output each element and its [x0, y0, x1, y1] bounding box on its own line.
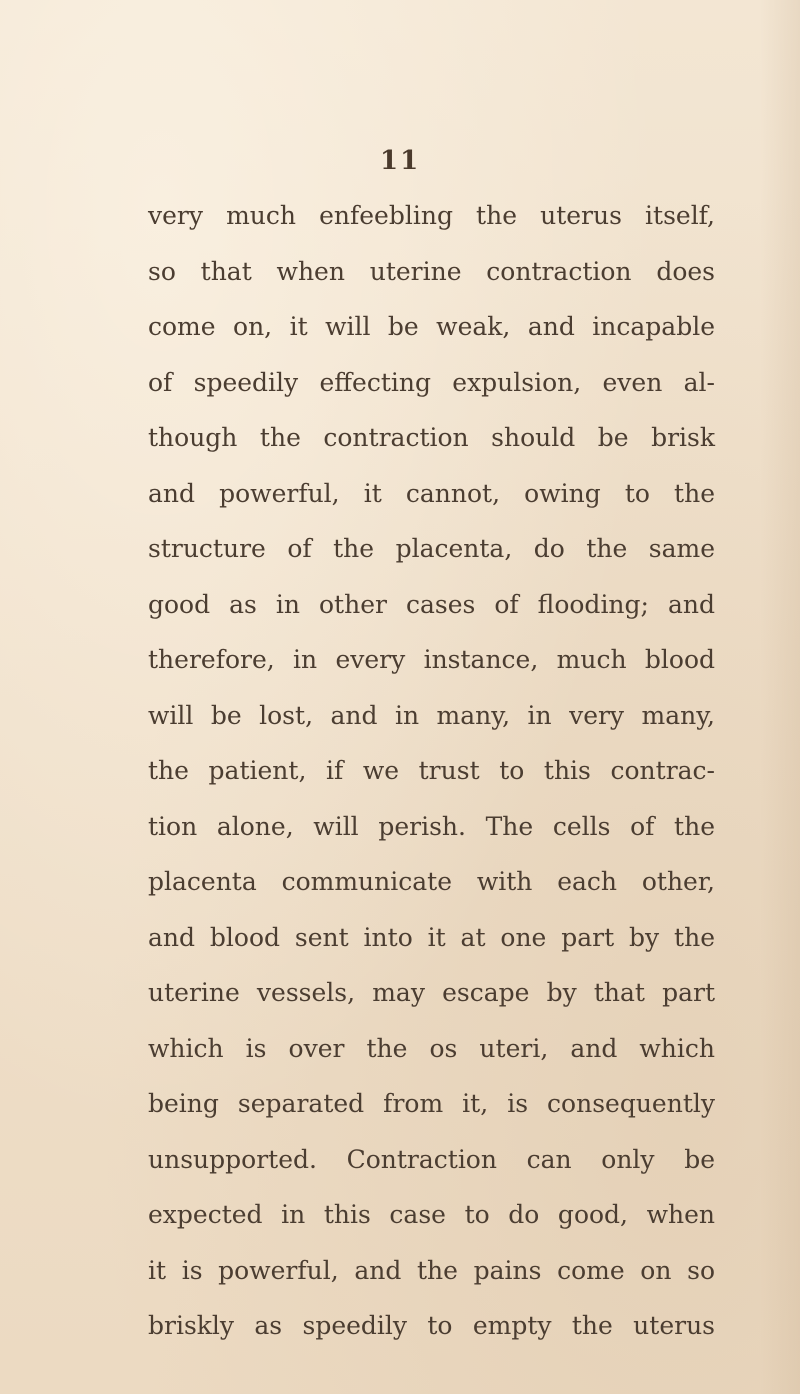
- body-text: [148, 188, 715, 1354]
- text-line: expected in this case to do good, when: [148, 1200, 715, 1229]
- text-line: placenta communicate with each other,: [148, 867, 715, 896]
- text-line: tion alone, will perish. The cells of the: [148, 811, 715, 841]
- text-line: it is powerful, and the pains come on so: [148, 1255, 715, 1285]
- text-line: briskly as speedily to empty the uterus: [148, 1311, 715, 1340]
- text-line: very much enfeebling the uterus itself,: [148, 201, 715, 230]
- page-edge-shadow: [760, 0, 800, 1394]
- text-line: and powerful, it cannot, owing to the: [148, 478, 715, 508]
- text-line: though the contraction should be brisk: [148, 423, 715, 452]
- page-number: 11: [380, 146, 421, 176]
- text-line: the patient, if we trust to this contrac-: [148, 756, 715, 785]
- text-line: structure of the placenta, do the same: [148, 534, 715, 563]
- text-line: being separated from it, is consequently: [148, 1089, 715, 1118]
- text-line: and blood sent into it at one part by the: [148, 922, 715, 952]
- text-line: come on, it will be weak, and incapable: [148, 312, 715, 341]
- text-line: of speedily effecting expulsion, even al-: [148, 367, 715, 397]
- text-line: uterine vessels, may escape by that part: [148, 978, 715, 1007]
- text-line: good as in other cases of flooding; and: [148, 589, 715, 619]
- text-line: will be lost, and in many, in very many,: [148, 700, 715, 730]
- text-line: which is over the os uteri, and which: [148, 1033, 715, 1063]
- text-line: therefore, in every instance, much blood: [148, 645, 715, 674]
- text-line: unsupported. Contraction can only be: [148, 1144, 715, 1174]
- text-line: so that when uterine contraction does: [148, 256, 715, 286]
